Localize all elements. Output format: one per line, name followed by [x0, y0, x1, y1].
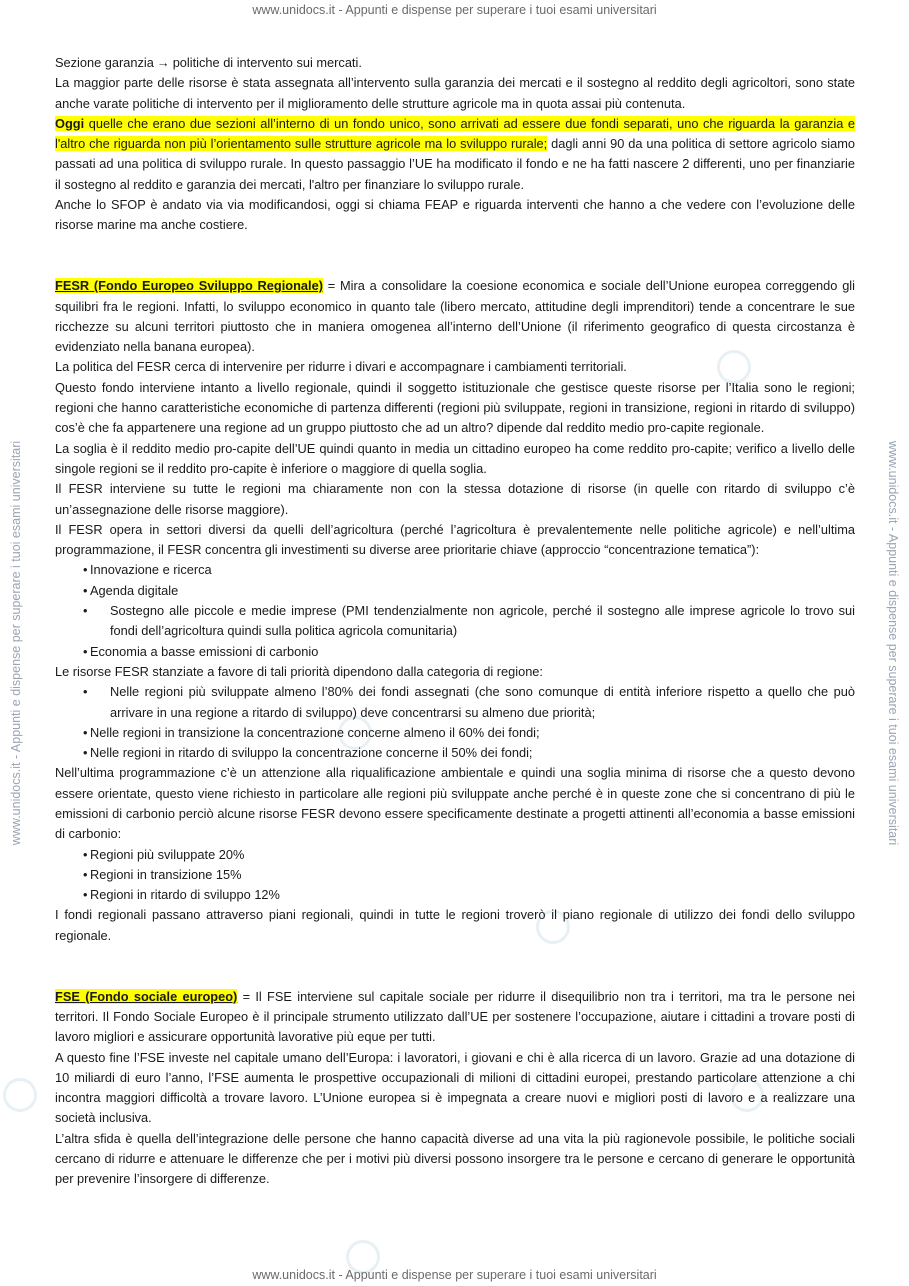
- document-body: [55, 53, 855, 1190]
- list-item-text: Economia a basse emissioni di carbonio: [90, 643, 319, 659]
- bullet-icon: •: [83, 866, 88, 882]
- priority-list: [55, 560, 855, 661]
- paragraph: La soglia è il reddito medio pro-capite dell’UE quindi quanto in media un cittadino europeo ha come reddito pro-capite; verifico a livello delle singole regioni se il reddito pro-capite è inferiore o maggiore di quella soglia.: [55, 440, 855, 476]
- bullet-icon: •: [83, 562, 88, 578]
- carbon-list: [55, 845, 855, 906]
- paragraph: Il FESR interviene su tutte le regioni ma chiaramente non con la stessa dotazione di risorse (in quelle con ritardo di sviluppo c’è un’assegnazione delle risorse maggiore).: [55, 481, 855, 517]
- paragraph: Nell’ultima programmazione c’è un attenzione alla riqualificazione ambientale e quindi una soglia minima di risorse che a questo devono essere orientate, questo viene richiesto in particolare alle regioni più sviluppate anche perché è in queste zone che si concentrano di più le emissioni di carbonio perciò alcune risorse FESR devono essere specificamente destinate a progetti attinenti all’economia a basse emissioni di carbonio:: [55, 765, 855, 842]
- list-item: [83, 581, 855, 601]
- unidocs-logo-icon: [3, 1078, 37, 1112]
- spacer: [55, 236, 855, 277]
- bullet-icon: •: [83, 582, 88, 598]
- side-watermark-right: www.unidocs.it - Appunti e dispense per superare i tuoi esami universitari: [886, 440, 900, 846]
- list-item-text: Nelle regioni in ritardo di sviluppo la concentrazione concerne il 50% dei fondi;: [90, 745, 533, 761]
- title-acronym: FESR: [55, 278, 90, 294]
- list-item-text: Regioni in ritardo di sviluppo 12%: [90, 887, 280, 903]
- list-item-text: Agenda digitale: [90, 582, 179, 598]
- list-item: [83, 885, 855, 905]
- paragraph: Anche lo SFOP è andato via via modificandosi, oggi si chiama FEAP e riguarda interventi che hanno a che vedere con l’evoluzione delle risorse marine ma anche costiere.: [55, 197, 855, 233]
- paragraph: A questo fine l’FSE investe nel capitale umano dell’Europa: i lavoratori, i giovani e chi è alla ricerca di un lavoro. Grazie ad una dotazione di 10 miliardi di euro l’anno, l’FSE aumenta le prospettive occupazionali di milioni di cittadini europei, prestando particolare attenzione a chi incontra maggiori difficoltà a trovare lavoro. L’Unione europea si è impegnata a creare nuovi e migliori posti di lavoro e a realizzare una società inclusiva.: [55, 1049, 855, 1126]
- paragraph: Il FESR opera in settori diversi da quelli dell’agricoltura (perché l’agricoltura è prevalentemente nelle politiche agricole) e nell’ultima programmazione, il FESR concentra gli investimenti su diverse aree prioritarie chiave (approccio “concentrazione tematica”):: [55, 521, 855, 558]
- list-item: [83, 865, 855, 885]
- paragraph: Le risorse FESR stanziate a favore di tali priorità dipendono dalla categoria di regione:: [55, 663, 543, 679]
- bullet-icon: •: [83, 745, 88, 761]
- paragraph: Questo fondo interviene intanto a livello regionale, quindi il soggetto istituzionale che gestisce queste risorse per l’Italia sono le regioni; regioni che hanno caratteristiche economiche di partenza differenti (regioni più sviluppate, regioni in transizione, regioni in ritardo di sviluppo) cos’è che fa appartenere una regione ad un gruppo piuttosto che ad un altro? dipende dal reddito medio pro-capite regionale.: [55, 379, 855, 436]
- list-item: [83, 845, 855, 865]
- section-title-fesr: [55, 278, 323, 293]
- list-item-text: Regioni in transizione 15%: [90, 866, 242, 882]
- paragraph-text: = Mira a consolidare la coesione economica e sociale dell’Unione europea correggendo gli squilibri fra le regioni. Infatti, lo sviluppo economico in quanto tale (libero mercato, attitudine degli imprenditori) tende a concentrare le sue ricchezze su alcuni territori piuttosto che in maniera omogenea all’interno dell’Unione (il riferimento geografico di questa circostanza è evidenziato nella banana europea).: [55, 278, 855, 355]
- page-footer-watermark: www.unidocs.it - Appunti e dispense per superare i tuoi esami universitari: [252, 1268, 657, 1282]
- list-item-text: Regioni più sviluppate 20%: [90, 846, 245, 862]
- list-item-text: Nelle regioni più sviluppate almeno l’80% dei fondi assegnati (che sono comunque di entità inferiore rispetto a quello che può arrivare in una regione a ritardo di sviluppo) deve concentrarsi su almeno due priorità;: [110, 684, 855, 720]
- highlighted-text: quelle che erano due sezioni all’interno di un fondo unico, sono arrivati ad essere due fondi separati, uno che riguarda la garanzia e l'altro che riguarda non più l’orientamento sulle strutture agricole ma lo sviluppo rurale;: [55, 115, 855, 152]
- list-item: [83, 682, 855, 723]
- bullet-icon: •: [83, 846, 88, 862]
- title-acronym: FSE: [55, 988, 80, 1004]
- bullet-icon: •: [83, 643, 88, 659]
- list-item-text: Sostegno alle piccole e medie imprese (PMI tendenzialmente non agricole, perché il sostegno alle imprese agricole lo trovo sui fondi dell’agricoltura quindi sulla politica agricola comunitaria): [110, 603, 855, 639]
- highlighted-term: Oggi: [55, 115, 85, 131]
- right-arrow-icon: →: [156, 55, 170, 70]
- intro-line: [55, 53, 855, 73]
- side-watermark-left: www.unidocs.it - Appunti e dispense per superare i tuoi esami universitari: [9, 440, 23, 846]
- title-rest: (Fondo sociale europeo): [79, 988, 238, 1004]
- paragraph: I fondi regionali passano attraverso piani regionali, quindi in tutte le regioni troverò il piano regionale di utilizzo dei fondi dello sviluppo regionale.: [55, 907, 855, 943]
- bullet-icon: •: [83, 684, 88, 700]
- title-rest: (Fondo Europeo Sviluppo Regionale): [89, 278, 323, 294]
- paragraph-text: dagli anni 90 da una politica di settore agricolo siamo passati ad una politica di sviluppo rurale. In questo passaggio l’UE ha modificato il fondo e ne ha fatti nascere 2 differenti, uno per finanziarie il sostegno al reddito e garanzia dei mercati, l'altro per finanziare lo sviluppo rurale.: [55, 136, 855, 192]
- fse-paragraph: [55, 987, 855, 1048]
- bullet-icon: •: [83, 887, 88, 903]
- fesr-paragraph: [55, 276, 855, 357]
- list-item-text: Nelle regioni in transizione la concentrazione concerne almeno il 60% dei fondi;: [90, 724, 540, 740]
- paragraph-text: = Il FSE interviene sul capitale sociale per ridurre il disequilibrio non tra i territori, ma tra le persone nei territori. Il Fondo Sociale Europeo è il principale strumento utilizzato dall’UE per sostenere l’occupazione, aiutare i cittadini a trovare posti di lavoro migliori e assicurare opportunità lavorative più eque per tutti.: [55, 988, 856, 1045]
- region-list: [55, 682, 855, 763]
- list-item: [83, 743, 855, 763]
- paragraph: [55, 114, 855, 195]
- list-item: [83, 560, 855, 580]
- paragraph: L’altra sfida è quella dell’integrazione delle persone che hanno capacità diverse ad una vita la più ragionevole possibile, le politiche sociali cercano di ridurre e attenuare le differenze che per i motivi più diversi possono insorgere tra le persone e cercano di generare le opportunità per prevenire l’insorgere di differenze.: [55, 1130, 855, 1187]
- intro-text: politiche di intervento sui mercati.: [172, 55, 362, 70]
- intro-text: Sezione garanzia: [55, 55, 154, 70]
- spacer: [55, 946, 855, 987]
- paragraph: La politica del FESR cerca di intervenire per ridurre i divari e accompagnare i cambiamenti territoriali.: [55, 359, 627, 375]
- list-item: [83, 601, 855, 642]
- page-header-watermark: www.unidocs.it - Appunti e dispense per superare i tuoi esami universitari: [252, 3, 657, 17]
- paragraph: La maggior parte delle risorse è stata assegnata all’intervento sulla garanzia dei mercati e il sostegno al reddito degli agricoltori, sono state anche varate politiche di intervento per il miglioramento delle strutture agricole ma in quota assai più contenuta.: [55, 75, 855, 111]
- bullet-icon: •: [83, 603, 88, 619]
- list-item-text: Innovazione e ricerca: [90, 562, 212, 578]
- list-item: [83, 642, 855, 662]
- bullet-icon: •: [83, 724, 88, 740]
- list-item: [83, 723, 855, 743]
- section-title-fse: [55, 989, 237, 1004]
